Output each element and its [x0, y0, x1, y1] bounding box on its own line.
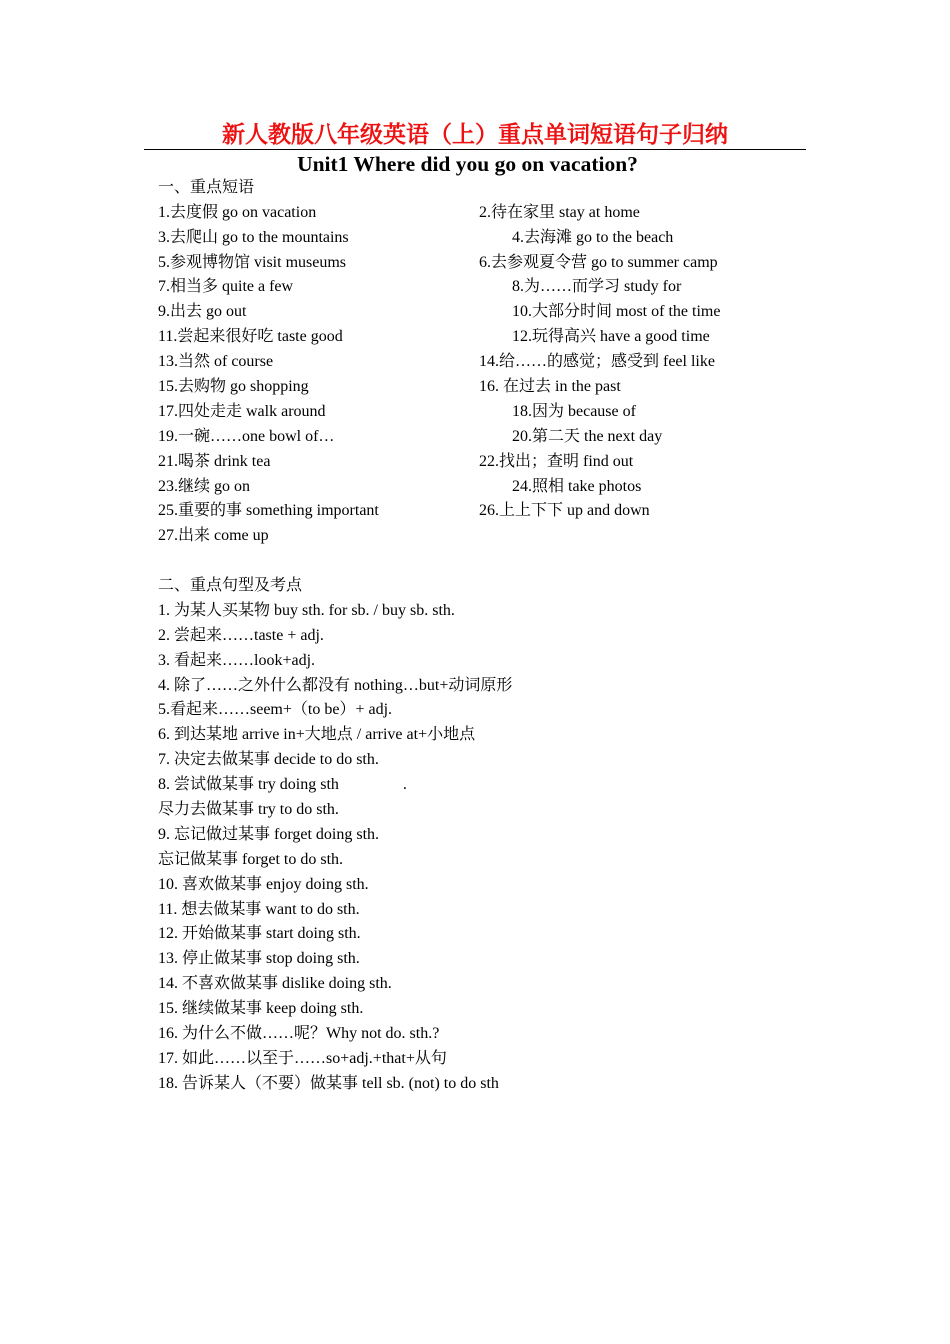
phrase-item: 27.出来 come up — [158, 527, 269, 544]
phrase-item: 14.给……的感觉；感受到 feel like — [479, 353, 715, 370]
sentence-item: 12. 开始做某事 start doing sth. — [158, 925, 361, 942]
phrase-item: 25.重要的事 something important — [158, 502, 379, 519]
sentence-item: 13. 停止做某事 stop doing sth. — [158, 950, 360, 967]
phrases-heading: 一、重点短语 — [158, 179, 255, 196]
phrase-item: 10.大部分时间 most of the time — [512, 303, 721, 320]
phrase-item: 4.去海滩 go to the beach — [512, 229, 674, 246]
sentence-item: 15. 继续做某事 keep doing sth. — [158, 1000, 364, 1017]
sentence-item: 6. 到达某地 arrive in+大地点 / arrive at+小地点 — [158, 726, 476, 743]
sentence-item: 3. 看起来……look+adj. — [158, 652, 316, 669]
sentence-item: 1. 为某人买某物 buy sth. for sb. / buy sb. sth. — [158, 602, 455, 619]
sentence-item: 尽力去做某事 try to do sth. — [158, 801, 339, 818]
sentence-item: 10. 喜欢做某事 enjoy doing sth. — [158, 876, 369, 893]
phrase-item: 13.当然 of course — [158, 353, 274, 370]
phrase-item: 16. 在过去 in the past — [479, 378, 621, 395]
phrase-item: 20.第二天 the next day — [512, 428, 663, 445]
phrase-item: 22.找出；查明 find out — [479, 453, 634, 470]
phrase-item: 18.因为 because of — [512, 403, 636, 420]
sentence-item: 7. 决定去做某事 decide to do sth. — [158, 751, 379, 768]
phrase-item: 12.玩得高兴 have a good time — [512, 328, 710, 345]
sentence-item: 11. 想去做某事 want to do sth. — [158, 901, 360, 918]
phrase-item: 6.去参观夏令营 go to summer camp — [479, 254, 718, 271]
unit-title: Unit1 Where did you go on vacation? — [297, 152, 638, 176]
sentence-item: 9. 忘记做过某事 forget doing sth. — [158, 826, 380, 843]
phrase-item: 23.继续 go on — [158, 478, 251, 495]
sentence-item: 2. 尝起来……taste + adj. — [158, 627, 324, 644]
sentence-item: 8. 尝试做某事 try doing sth . — [158, 776, 407, 793]
phrase-item: 7.相当多 quite a few — [158, 278, 294, 295]
sentence-item: 14. 不喜欢做某事 dislike doing sth. — [158, 975, 392, 992]
phrase-item: 15.去购物 go shopping — [158, 378, 309, 395]
sentence-item: 16. 为什么不做……呢？Why not do. sth.? — [158, 1025, 440, 1042]
document-title: 新人教版八年级英语（上）重点单词短语句子归纳 — [222, 121, 728, 148]
phrase-item: 11.尝起来很好吃 taste good — [158, 328, 343, 345]
phrase-item: 19.一碗……one bowl of… — [158, 428, 335, 445]
sentence-item: 5.看起来……seem+（to be）+ adj. — [158, 701, 393, 718]
phrase-item: 2.待在家里 stay at home — [479, 204, 640, 221]
phrase-item: 9.出去 go out — [158, 303, 247, 320]
phrase-item: 21.喝茶 drink tea — [158, 453, 271, 470]
phrase-item: 26.上上下下 up and down — [479, 502, 650, 519]
sentences-heading: 二、重点句型及考点 — [158, 577, 303, 594]
phrase-item: 24.照相 take photos — [512, 478, 642, 495]
phrase-item: 17.四处走走 walk around — [158, 403, 326, 420]
phrase-item: 1.去度假 go on vacation — [158, 204, 317, 221]
phrase-item: 8.为……而学习 study for — [512, 278, 682, 295]
phrase-item: 3.去爬山 go to the mountains — [158, 229, 349, 246]
sentence-item: 忘记做某事 forget to do sth. — [158, 851, 344, 868]
sentence-item: 4. 除了……之外什么都没有 nothing…but+动词原形 — [158, 677, 513, 694]
sentence-item: 17. 如此……以至于……so+adj.+that+从句 — [158, 1050, 447, 1067]
sentence-item: 18. 告诉某人（不要）做某事 tell sb. (not) to do sth — [158, 1075, 499, 1092]
phrase-item: 5.参观博物馆 visit museums — [158, 254, 347, 271]
